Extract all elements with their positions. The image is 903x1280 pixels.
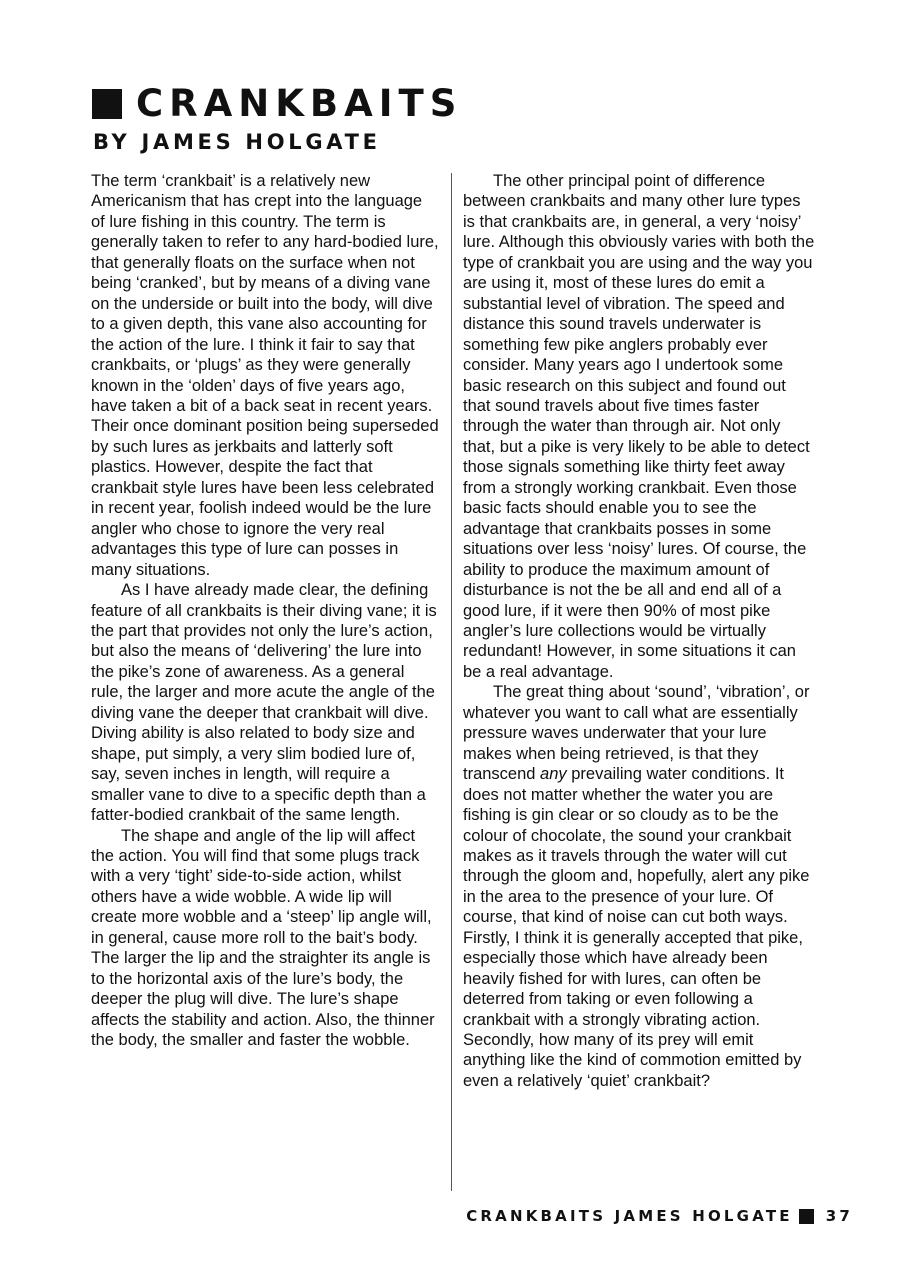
column-divider <box>451 173 452 1191</box>
paragraph-text: The great thing about ‘sound’, ‘vibration’, or whatever you want to call what are essentially pressure waves underwater that your lure makes when being retrieved, is that they transcend <box>463 683 810 784</box>
emphasis-text: any <box>540 765 567 784</box>
paragraph <box>463 682 815 1091</box>
paragraph: As I have already made clear, the defining feature of all crankbaits is their diving vane; it is the part that provides not only the lure’s action, but also the means of ‘delivering’ the lure into the pike’s zone of awareness. As a general rule, the larger and more acute the angle of the diving vane the deeper that crankbait will dive. Diving ability is also related to body size and shape, put simply, a very slim bodied lure of, say, seven inches in length, will require a smaller vane to dive to a specific depth than a fatter-bodied crankbait of the same length. <box>91 581 437 825</box>
article-title: CRANKBAITS <box>136 82 463 125</box>
footer-bullet-square <box>799 1209 814 1224</box>
article-column-left <box>91 171 439 1050</box>
paragraph-text: prevailing water conditions. It does not matter whether the water you are fishing is gin clear or so cloudy as to be the colour of chocolate, the sound your crankbait makes as it travels through the water will cut through the gloom and, hopefully, alert any pike in the area to the presence of your lure. Of course, that kind of noise can cut both ways. Firstly, I think it is generally accepted that pike, especially those which have already been heavily fished for with lures, can often be deterred from taking or even following a crankbait with a strongly vibrating action. Secondly, how many of its prey will emit anything like the kind of commotion emitted by even a relatively ‘quiet’ crankbait? <box>463 765 810 1090</box>
article-byline: BY JAMES HOLGATE <box>93 130 381 154</box>
title-row <box>92 84 462 124</box>
paragraph: The other principal point of difference between crankbaits and many other lure types is that crankbaits are, in general, a very ‘noisy’ lure. Although this obviously varies with both the type of crankbait you are using and the way you are using it, most of these lures do emit a substantial level of vibration. The speed and distance this sound travels underwater is something few pike anglers probably ever consider. Many years ago I undertook some basic research on this subject and found out that sound travels about five times faster through the water than through air. Not only that, but a pike is very likely to be able to detect those signals something like thirty feet away from a strongly working crankbait. Even those basic facts should enable you to see the advantage that crankbaits posses in some situations over less ‘noisy’ lures. Of course, the ability to produce the maximum amount of disturbance is not the be all and end all of a good lure, if it were then 90% of most pike angler’s lure collections would be virtually redundant! However, in some situations it can be a real advantage. <box>463 172 815 681</box>
article-column-right <box>463 171 815 1091</box>
paragraph: The shape and angle of the lip will affect the action. You will find that some plugs track with a very ‘tight’ side-to-side action, whilst others have a wide wobble. A wide lip will create more wobble and a ‘steep’ lip angle will, in general, cause more roll to the bait’s body. The larger the lip and the straighter its angle is to the horizontal axis of the lure’s body, the deeper the plug will dive. The lure’s shape affects the stability and action. Also, the thinner the body, the smaller and faster the wobble. <box>91 826 435 1050</box>
running-title: CRANKBAITS JAMES HOLGATE <box>466 1207 793 1225</box>
title-bullet-square <box>92 89 122 119</box>
page-footer <box>466 1207 853 1225</box>
paragraph: The term ‘crankbait’ is a relatively new Americanism that has crept into the language of lure fishing in this country. The term is generally taken to refer to any hard-bodied lure, that generally floats on the surface when not being ‘cranked’, but by means of a diving vane on the underside or built into the body, will dive to a given depth, this vane also accounting for the action of the lure. I think it fair to say that crankbaits, or ‘plugs’ as they were generally known in the ‘olden’ days of five years ago, have taken a bit of a back seat in recent years. Their once dominant position being superseded by such lures as jerkbaits and latterly soft plastics. However, despite the fact that crankbait style lures have been less celebrated in recent year, foolish indeed would be the lure angler who chose to ignore the very real advantages this type of lure can posses in many situations. <box>91 172 439 579</box>
page-number: 37 <box>825 1207 853 1225</box>
